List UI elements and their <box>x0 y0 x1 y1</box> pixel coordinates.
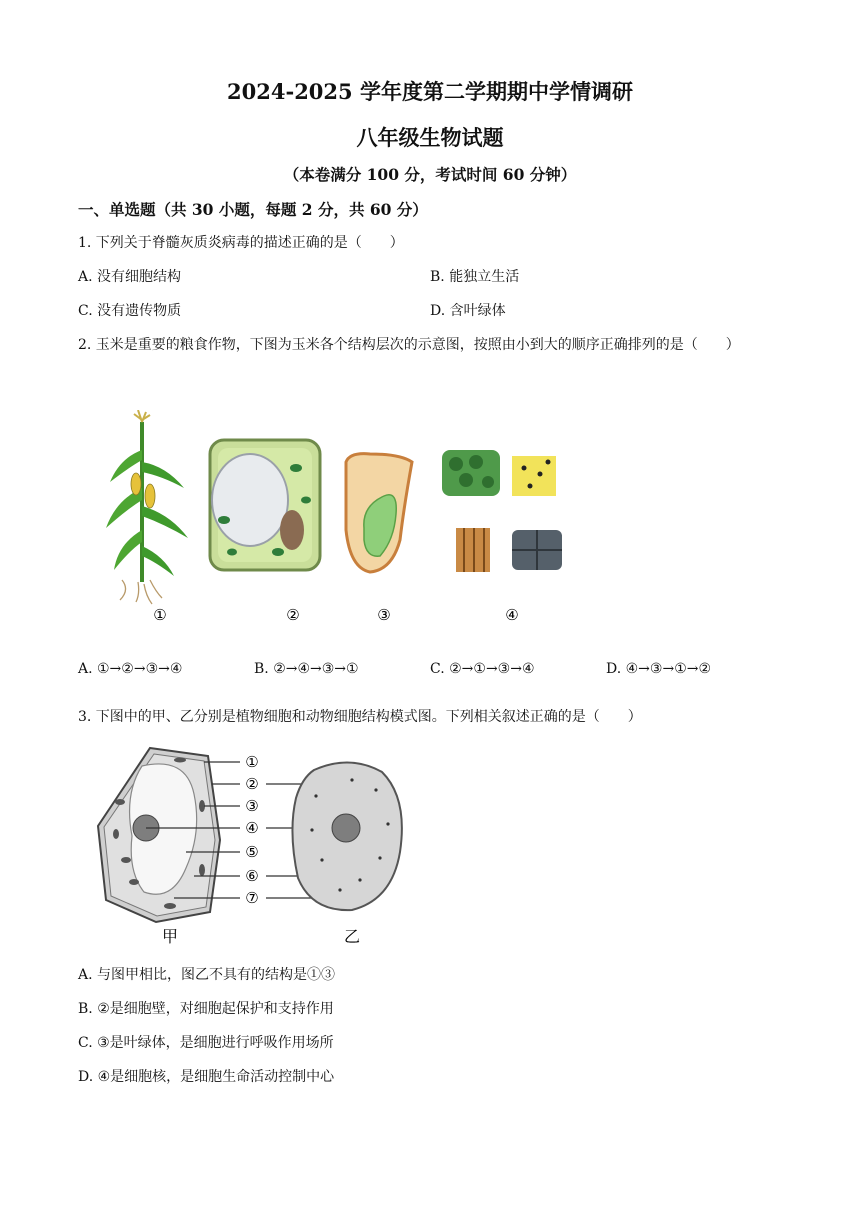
corn-seed-illustration <box>346 454 412 572</box>
cell-label-5: ⑤ <box>245 843 259 861</box>
question-2-option-a: A. ①→②→③→④ <box>78 661 183 677</box>
animal-cell-diagram <box>292 762 401 910</box>
question-1-option-a: A. 没有细胞结构 <box>78 269 182 285</box>
question-3-option-d: D. ④是细胞核，是细胞生命活动控制中心 <box>78 1069 335 1085</box>
figure-label-4: ④ <box>505 606 519 624</box>
section-heading: 一、单选题（共 30 小题，每题 2 分，共 60 分） <box>78 200 428 219</box>
cell-label-4: ④ <box>245 819 259 837</box>
exam-note: （本卷满分 100 分，考试时间 60 分钟） <box>283 165 577 184</box>
corn-structure-figure <box>100 410 580 640</box>
caption-plant-cell: 甲 <box>161 927 179 946</box>
corn-plant-illustration <box>106 410 188 604</box>
exam-title: 2024-2025 学年度第二学期期中学情调研 <box>227 79 633 104</box>
plant-cell-illustration <box>210 440 320 570</box>
question-3-stem: 3. 下图中的甲、乙分别是植物细胞和动物细胞结构模式图。下列相关叙述正确的是（ ） <box>78 709 642 725</box>
question-3-option-b: B. ②是细胞壁，对细胞起保护和支持作用 <box>78 1001 334 1017</box>
question-2-stem: 2. 玉米是重要的粮食作物，下图为玉米各个结构层次的示意图，按照由小到大的顺序正确排列的是（ ） <box>78 337 740 353</box>
question-1-option-b: B. 能独立生活 <box>430 269 520 285</box>
tissue-illustrations <box>442 450 562 572</box>
question-2-option-d: D. ④→③→①→② <box>606 661 712 677</box>
plant-cell-diagram <box>98 748 220 922</box>
exam-subtitle: 八年级生物试题 <box>356 125 504 150</box>
cell-label-1: ① <box>245 753 259 771</box>
cell-label-6: ⑥ <box>245 867 259 885</box>
cell-comparison-figure <box>90 740 420 950</box>
figure-label-2: ② <box>286 606 300 624</box>
question-2-option-c: C. ②→①→③→④ <box>430 661 535 677</box>
question-3-option-a: A. 与图甲相比，图乙不具有的结构是①③ <box>78 967 336 983</box>
question-1-stem: 1. 下列关于脊髓灰质炎病毒的描述正确的是（ ） <box>78 235 404 251</box>
figure-label-1: ① <box>153 606 167 624</box>
question-1-option-d: D. 含叶绿体 <box>430 303 506 319</box>
question-2-option-b: B. ②→④→③→① <box>254 661 359 677</box>
cell-label-3: ③ <box>245 797 259 815</box>
question-1-option-c: C. 没有遗传物质 <box>78 303 182 319</box>
caption-animal-cell: 乙 <box>343 927 361 946</box>
cell-label-2: ② <box>245 775 259 793</box>
cell-label-7: ⑦ <box>245 889 259 907</box>
figure-label-3: ③ <box>377 606 391 624</box>
question-3-option-c: C. ③是叶绿体，是细胞进行呼吸作用场所 <box>78 1035 334 1051</box>
